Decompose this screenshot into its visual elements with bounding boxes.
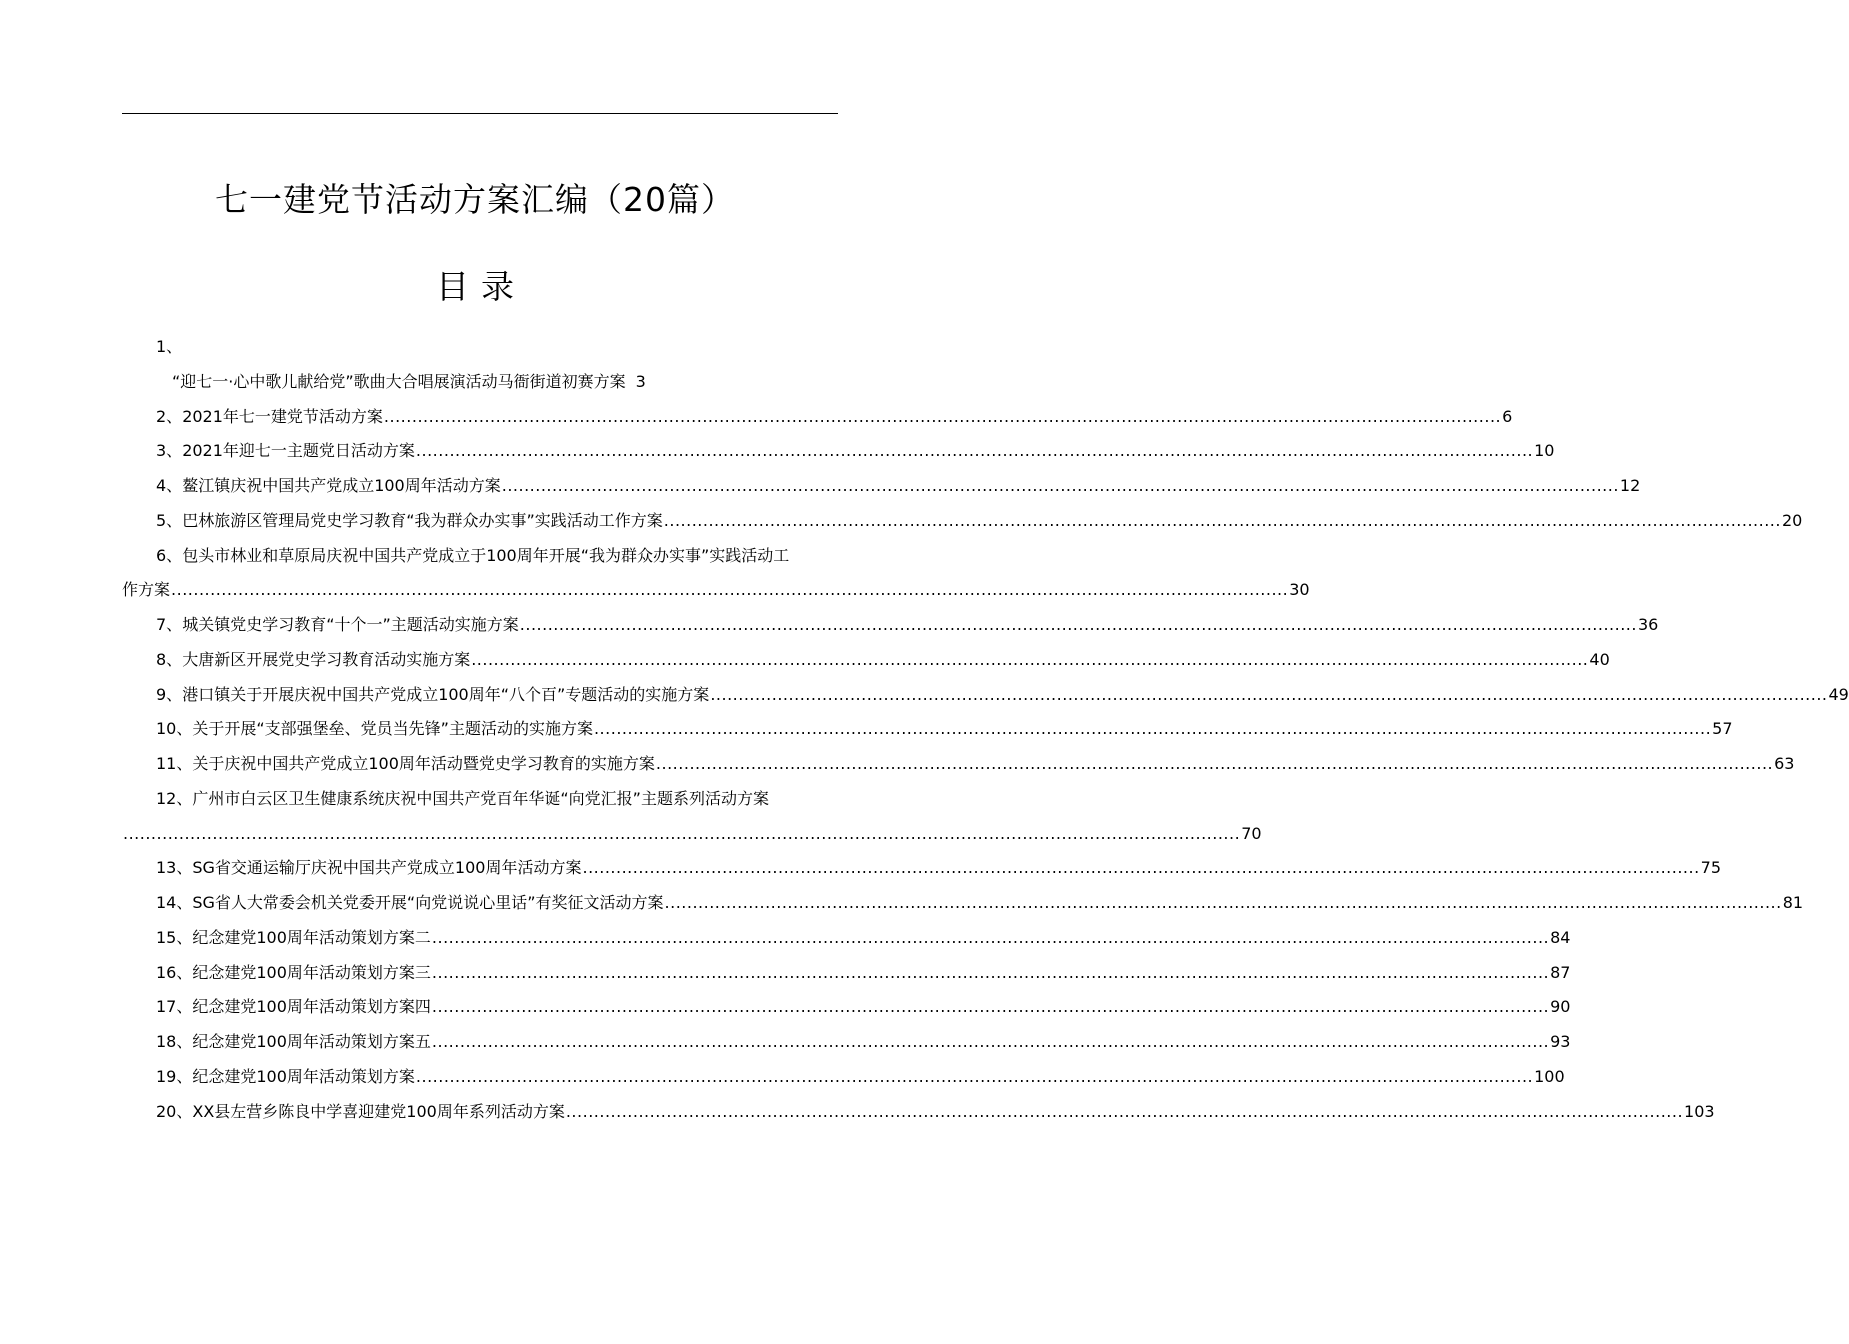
toc-entry[interactable]	[122, 643, 1610, 678]
toc-entry-text: 包头市林业和草原局庆祝中国共产党成立于100周年开展“我为群众办实事”实践活动工	[182, 545, 790, 565]
toc-entry-page: 81	[1782, 893, 1804, 912]
toc-entry-text: “迎七一·心中歌儿献给党”歌曲大合唱展演活动马衙街道初赛方案	[172, 371, 626, 391]
toc-entry[interactable]	[122, 608, 1659, 643]
toc-entry-page: 103	[1684, 1101, 1715, 1121]
toc-entry-label	[156, 400, 383, 435]
toc-entry-text: 2021年七一建党节活动方案	[182, 406, 383, 426]
toc-entry-continuation[interactable]	[122, 817, 1262, 852]
toc-entry[interactable]	[122, 747, 1795, 782]
toc-entry-num: 10、	[156, 719, 193, 739]
leader-dots: ........................................................................................................................................................................................................	[519, 615, 1637, 634]
leader-dots: ........................................................................................................................................................................................................	[431, 997, 1550, 1017]
toc-entry-text: 巴林旅游区管理局党史学习教育“我为群众办实事”实践活动工作方案	[182, 510, 663, 530]
toc-entry[interactable]	[122, 851, 1722, 886]
leader-dots: ........................................................................................................................................................................................................	[171, 580, 1289, 600]
toc-entry-label	[156, 469, 501, 504]
toc-entry-label	[156, 747, 655, 782]
toc-entry-label	[156, 1095, 565, 1130]
toc-entry-num: 19、	[156, 1066, 193, 1086]
toc-entry[interactable]	[122, 921, 1571, 956]
leader-dots: ........................................................................................................................................................................................................	[501, 476, 1619, 495]
toc-entry-label	[156, 434, 415, 469]
toc-entry-label	[156, 678, 709, 713]
toc-entry-page: 87	[1550, 962, 1571, 982]
leader-dots: ........................................................................................................................................................................................................	[431, 927, 1550, 947]
leader-dots: ........................................................................................................................................................................................................	[415, 441, 1534, 461]
toc-entry-page: 20	[1781, 510, 1803, 530]
toc-entry-number	[122, 330, 838, 365]
toc-entry-num: 16、	[156, 962, 193, 982]
toc-entry-num: 9、	[156, 684, 183, 704]
toc-entry-page: 100	[1534, 1066, 1565, 1086]
toc-entry-page: 40	[1589, 649, 1610, 669]
toc-entry-text: 港口镇关于开展庆祝中国共产党成立100周年“八个百”专题活动的实施方案	[182, 684, 710, 704]
toc-entry-page: 75	[1700, 858, 1722, 878]
toc-entry-num: 13、	[156, 858, 193, 878]
leader-dots: ........................................................................................................................................................................................................	[431, 1032, 1550, 1051]
leader-dots: ........................................................................................................................................................................................................	[471, 649, 1589, 669]
toc-entry[interactable]	[122, 990, 1571, 1025]
toc-entry-label	[156, 643, 470, 678]
toc-entry-page: 84	[1550, 927, 1571, 947]
toc-entry-num: 3、	[156, 441, 183, 461]
toc-entry[interactable]	[122, 400, 1513, 435]
leader-dots: ........................................................................................................................................................................................................	[593, 719, 1712, 739]
toc-entry-page: 57	[1712, 719, 1733, 739]
toc-entry[interactable]	[122, 504, 1803, 539]
toc-entry-label	[156, 1025, 431, 1060]
toc-entry-num: 8、	[156, 649, 183, 669]
toc-entry-num: 5、	[156, 510, 183, 530]
leader-dots: ........................................................................................................................................................................................................	[710, 684, 1828, 704]
document-title: 七一建党节活动方案汇编（20篇）	[215, 180, 735, 219]
toc-entry-num: 12、	[156, 788, 193, 808]
toc-entry-page: 36	[1637, 615, 1659, 634]
toc-entry-page: 49	[1828, 684, 1849, 704]
toc-entry[interactable]	[122, 678, 1849, 713]
toc-heading-char: 目	[436, 267, 481, 306]
toc-entry[interactable]	[122, 1025, 1571, 1060]
toc-entry-label	[156, 1060, 415, 1095]
leader-dots: ........................................................................................................................................................................................................	[582, 858, 1700, 878]
toc-entry-text: 大唐新区开展党史学习教育活动实施方案	[182, 649, 471, 669]
toc-entry-num: 18、	[156, 1032, 193, 1051]
toc-entry-page: 90	[1550, 997, 1571, 1017]
toc-entry[interactable]	[122, 1060, 1565, 1095]
toc-entry-page: 10	[1534, 441, 1555, 461]
toc-entry-text: 纪念建党100周年活动策划方案三	[192, 962, 431, 982]
leader-dots: ........................................................................................................................................................................................................	[663, 510, 1781, 530]
toc-entry-text: 鳌江镇庆祝中国共产党成立100周年活动方案	[182, 476, 501, 495]
toc-entry-text-continued: 作方案	[122, 580, 171, 600]
toc-entry-num: 20、	[156, 1101, 193, 1121]
toc-entry-text: 纪念建党100周年活动策划方案五	[192, 1032, 431, 1051]
toc-entry-label	[156, 608, 519, 643]
toc-entry-text: 2021年迎七一主题党日活动方案	[182, 441, 415, 461]
toc-entry-num: 14、	[156, 893, 193, 912]
table-of-contents	[122, 330, 1849, 1129]
leader-dots: ........................................................................................................................................................................................................	[431, 962, 1550, 982]
toc-entry-label	[156, 851, 581, 886]
toc-entry-label	[156, 956, 431, 991]
toc-entry-page: 70	[1241, 823, 1262, 843]
toc-entry-text: 城关镇党史学习教育“十个一”主题活动实施方案	[182, 615, 519, 634]
toc-entry-label	[156, 921, 431, 956]
leader-dots: ........................................................................................................................................................................................................	[123, 823, 1241, 843]
leader-dots: ........................................................................................................................................................................................................	[655, 754, 1774, 773]
toc-entry-num: 1、	[156, 337, 183, 356]
toc-entry-num: 15、	[156, 927, 193, 947]
toc-entry-text: 纪念建党100周年活动策划方案二	[192, 927, 431, 947]
toc-entry-text: 关于开展“支部强堡垒、党员当先锋”主题活动的实施方案	[192, 719, 593, 739]
toc-entry-text: 广州市白云区卫生健康系统庆祝中国共产党百年华诞“向党汇报”主题系列活动方案	[192, 788, 769, 808]
leader-dots: ........................................................................................................................................................................................................	[383, 406, 1502, 426]
toc-entry-text: SG省人大常委会机关党委开展“向党说说心里话”有奖征文活动方案	[192, 893, 664, 912]
toc-entry[interactable]	[122, 1095, 1715, 1130]
toc-entry-num: 17、	[156, 997, 193, 1017]
toc-entry-page: 6	[1502, 406, 1513, 426]
toc-entry[interactable]	[122, 886, 1804, 921]
leader-dots: ........................................................................................................................................................................................................	[565, 1101, 1684, 1121]
toc-entry-text: 纪念建党100周年活动策划方案四	[192, 997, 431, 1017]
toc-entry-num: 11、	[156, 754, 193, 773]
toc-entry-num: 6、	[156, 545, 183, 565]
toc-entry-page: 12	[1619, 476, 1641, 495]
toc-entry[interactable]	[122, 539, 838, 574]
toc-entry-num: 4、	[156, 476, 183, 495]
toc-entry[interactable]	[122, 782, 838, 817]
toc-entry[interactable]	[122, 365, 838, 400]
toc-entry-text: XX县左营乡陈良中学喜迎建党100周年系列活动方案	[192, 1101, 565, 1121]
toc-entry-page: 93	[1550, 1032, 1571, 1051]
toc-entry[interactable]	[122, 434, 1555, 469]
toc-entry-page: 30	[1289, 580, 1310, 600]
toc-entry-num: 7、	[156, 615, 183, 634]
toc-entry-label	[156, 712, 593, 747]
toc-entry-label	[156, 886, 664, 921]
toc-entry[interactable]	[122, 469, 1641, 504]
toc-entry-text: SG省交通运输厅庆祝中国共产党成立100周年活动方案	[192, 858, 582, 878]
toc-entry-page: 63	[1774, 754, 1795, 773]
toc-entry-text: 关于庆祝中国共产党成立100周年活动暨党史学习教育的实施方案	[192, 754, 655, 773]
toc-heading	[0, 265, 950, 309]
toc-entry[interactable]	[122, 956, 1571, 991]
toc-entry-page: 3	[635, 371, 646, 391]
toc-entry-num: 2、	[156, 406, 183, 426]
header-rule	[122, 113, 838, 114]
leader-dots: ........................................................................................................................................................................................................	[664, 893, 1782, 912]
toc-entry-label	[156, 990, 431, 1025]
toc-entry-text: 纪念建党100周年活动策划方案	[192, 1066, 415, 1086]
toc-entry-continuation[interactable]	[122, 573, 1310, 608]
toc-entry-label	[156, 504, 663, 539]
toc-heading-char: 录	[481, 267, 526, 306]
leader-dots: ........................................................................................................................................................................................................	[415, 1066, 1534, 1086]
toc-entry[interactable]	[122, 712, 1733, 747]
